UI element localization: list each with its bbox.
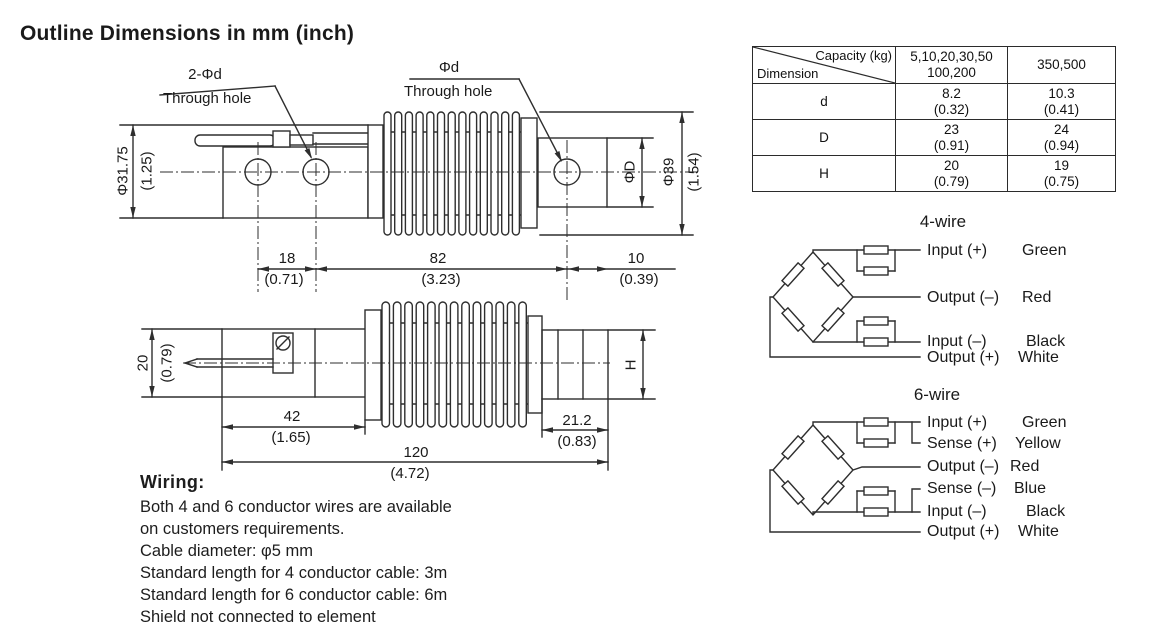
lead-6w-output-plus: Output (+)	[927, 523, 1000, 540]
table-row	[753, 84, 1116, 120]
dim-body-42-in: (1.65)	[271, 429, 311, 446]
top-view-drawing	[120, 79, 700, 300]
lead-4w-input-plus-color: Green	[1022, 242, 1067, 259]
dim-hole-spacing-mm: 18	[278, 250, 296, 267]
dim-bellows-diameter-mm: Φ39	[660, 157, 678, 187]
value-in: (0.41)	[1043, 101, 1080, 117]
value-mm: 10.3	[1048, 85, 1075, 101]
value-in: (0.75)	[1043, 173, 1080, 189]
dim-body-diameter-in: (1.25)	[138, 151, 156, 191]
label-through-hole-1: Through hole	[163, 90, 252, 107]
capacity-col1-line2: 100,200	[927, 65, 976, 80]
dim-end-212-mm: 21.2	[562, 412, 592, 429]
capacity-col1-line1: 5,10,20,30,50	[910, 49, 993, 64]
dim-name-cell: D	[753, 120, 896, 156]
wiring-notes-heading: Wiring:	[140, 472, 205, 492]
bridge-6wire-diagram	[770, 418, 920, 532]
lead-6w-input-minus-color: Black	[1026, 503, 1066, 520]
dim-end-10-in: (0.39)	[619, 271, 659, 288]
page-title: Outline Dimensions in mm (inch)	[20, 22, 355, 46]
lead-6w-output-plus-color: White	[1018, 523, 1059, 540]
lead-4w-output-plus-color: White	[1018, 349, 1059, 366]
lead-6w-input-plus: Input (+)	[927, 414, 988, 431]
dimension-table	[752, 46, 1116, 192]
bridge-4wire-diagram	[770, 246, 920, 357]
table-header-row	[753, 47, 1116, 84]
table-row	[753, 156, 1116, 192]
dim-height-20-in: (0.79)	[158, 343, 176, 383]
lead-4w-output-minus-color: Red	[1022, 289, 1052, 306]
label-through-hole-2: Through hole	[404, 83, 493, 100]
dim-height-20-mm: 20	[134, 354, 152, 372]
table-corner-cell	[753, 47, 896, 84]
dim-name-cell: H	[753, 156, 896, 192]
label-phi-d: Φd	[438, 59, 460, 76]
dim-value-cell	[1008, 156, 1116, 192]
dim-body-diameter-mm: Φ31.75	[114, 146, 132, 196]
wiring-note-line: Standard length for 6 conductor cable: 6m	[140, 586, 448, 604]
lead-6w-output-minus-color: Red	[1010, 458, 1040, 475]
lead-6w-sense-plus-color: Yellow	[1015, 435, 1061, 452]
table-row	[753, 120, 1116, 156]
wiring-note-line: Shield not connected to element	[140, 608, 376, 626]
dim-value-cell	[1008, 84, 1116, 120]
dim-bellows-diameter-in: (1.54)	[685, 152, 703, 192]
value-mm: 8.2	[942, 85, 961, 101]
dim-value-cell	[896, 120, 1008, 156]
dim-hole-spacing-in: (0.71)	[264, 271, 304, 288]
dim-phi-D-label: ΦD	[621, 160, 639, 184]
lead-6w-input-plus-color: Green	[1022, 414, 1067, 431]
capacity-column-2-header: 350,500	[1008, 47, 1116, 84]
lead-4w-output-minus: Output (–)	[927, 289, 1000, 306]
wiring-note-line: Standard length for 4 conductor cable: 3m	[140, 564, 448, 582]
value-in: (0.91)	[933, 137, 970, 153]
dim-value-cell	[896, 84, 1008, 120]
lead-4w-input-plus: Input (+)	[927, 242, 988, 259]
value-mm: 23	[943, 121, 960, 137]
value-in: (0.32)	[933, 101, 970, 117]
dimension-header-label: Dimension	[757, 66, 819, 81]
dim-total-120-in: (4.72)	[390, 465, 430, 482]
dim-end-10-mm: 10	[627, 250, 645, 267]
bridge-6wire-title: 6-wire	[913, 385, 961, 404]
wiring-note-line: on customers requirements.	[140, 520, 345, 538]
lead-4w-input-minus-color: Black	[1026, 333, 1066, 350]
dim-length-82-in: (3.23)	[421, 271, 461, 288]
capacity-column-1-header	[896, 47, 1008, 84]
lead-6w-output-minus: Output (–)	[927, 458, 1000, 475]
label-2-phi-d: 2-Φd	[188, 66, 222, 83]
value-in: (0.79)	[933, 173, 970, 189]
dim-value-cell	[896, 156, 1008, 192]
lead-4w-input-minus: Input (–)	[927, 333, 987, 350]
wiring-note-line: Both 4 and 6 conductor wires are available	[140, 498, 452, 516]
dim-end-212-in: (0.83)	[557, 433, 597, 450]
lead-6w-sense-plus: Sense (+)	[927, 435, 997, 452]
bridge-4wire-title: 4-wire	[919, 212, 967, 231]
dim-name-cell: d	[753, 84, 896, 120]
dim-length-82-mm: 82	[429, 250, 447, 267]
dim-value-cell	[1008, 120, 1116, 156]
value-mm: 24	[1053, 121, 1070, 137]
capacity-header-label: Capacity (kg)	[815, 48, 892, 63]
value-mm: 20	[943, 157, 960, 173]
lead-4w-output-plus: Output (+)	[927, 349, 1000, 366]
dim-total-120-mm: 120	[403, 444, 429, 461]
dim-H-label: H	[622, 359, 640, 371]
wiring-notes	[140, 472, 570, 628]
lead-6w-sense-minus-color: Blue	[1014, 480, 1047, 497]
wiring-note-line: Cable diameter: φ5 mm	[140, 542, 314, 560]
value-mm: 19	[1053, 157, 1070, 173]
value-in: (0.94)	[1043, 137, 1080, 153]
dim-body-42-mm: 42	[283, 408, 301, 425]
lead-6w-input-minus: Input (–)	[927, 503, 987, 520]
lead-6w-sense-minus: Sense (–)	[927, 480, 997, 497]
